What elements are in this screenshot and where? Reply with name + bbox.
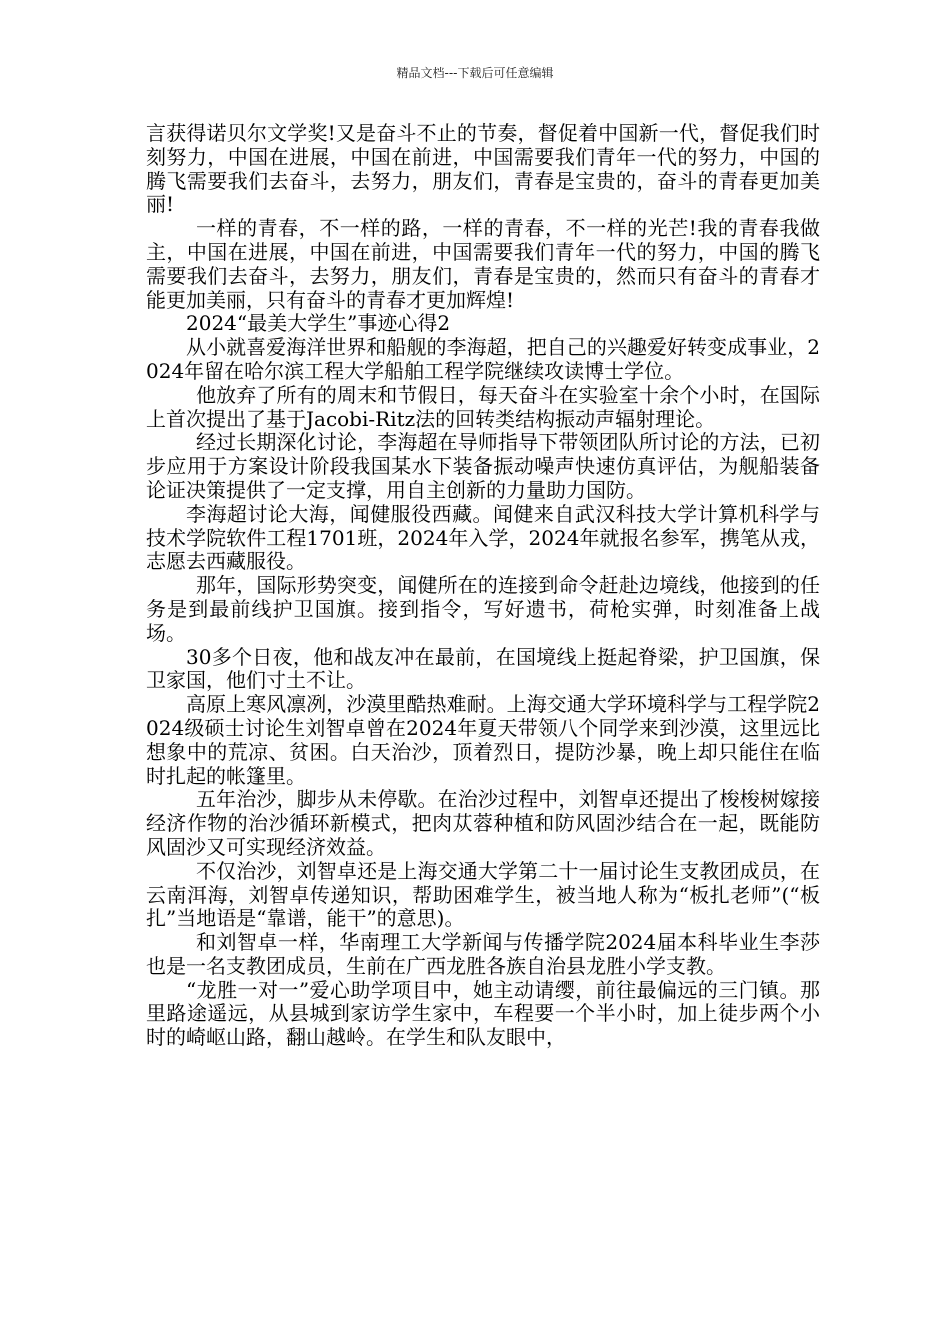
paragraph: 言获得诺贝尔文学奖!又是奋斗不止的节奏，督促着中国新一代，督促我们时刻努力，中国在进展，中国在前进，中国需要我们青年一代的努力，中国的腾飞需要我们去奋斗，去努力，朋友们，青春是宝贵的，奋斗的青春更加美丽! — [146, 121, 820, 217]
paragraph: 高原上寒风凛冽，沙漠里酷热难耐。上海交通大学环境科学与工程学院2024级硕士讨论生刘智卓曾在2024年夏天带领八个同学来到沙漠，这里远比想象中的荒凉、贫困。白天治沙，顶着烈日，提防沙暴，晚上却只能住在临时扎起的帐篷里。 — [146, 692, 820, 788]
paragraph: “龙胜一对一”爱心助学项目中，她主动请缨，前往最偏远的三门镇。那里路途遥远，从县城到家访学生家中，车程要一个半小时，加上徒步两个小时的崎岖山路，翻山越岭。在学生和队友眼中， — [146, 977, 820, 1050]
paragraph: 那年，国际形势突变，闻健所在的连接到命令赶赴边境线，他接到的任务是到最前线护卫国旗。接到指令，写好遗书，荷枪实弹，时刻准备上战场。 — [146, 573, 820, 645]
paragraph: 他放弃了所有的周末和节假日，每天奋斗在实验室十余个小时，在国际上首次提出了基于Jacobi-Ritz法的回转类结构振动声辐射理论。 — [146, 382, 820, 431]
paragraph: 一样的青春，不一样的路，一样的青春，不一样的光芒!我的青春我做主，中国在进展，中国在前进，中国需要我们青年一代的努力，中国的腾飞需要我们去奋斗，去努力，朋友们，青春是宝贵的，然而只有奋斗的青春才能更加美丽，只有奋斗的青春才更加辉煌! — [146, 216, 820, 312]
paragraph: 和刘智卓一样，华南理工大学新闻与传播学院2024届本科毕业生李莎也是一名支教团成员，生前在广西龙胜各族自治县龙胜小学支教。 — [146, 930, 820, 978]
paragraph: 不仅治沙，刘智卓还是上海交通大学第二十一届讨论生支教团成员，在云南洱海，刘智卓传递知识，帮助困难学生，被当地人称为“板扎老师”(“板扎”当地语是“靠谱，能干”的意思)。 — [146, 858, 820, 931]
paragraph: 30多个日夜，他和战友冲在最前，在国境线上挺起脊梁，护卫国旗，保卫家国，他们寸土不让。 — [146, 644, 820, 693]
page-header: 精品文档---下载后可任意编辑 — [396, 66, 554, 80]
paragraph: 经过长期深化讨论，李海超在导师指导下带领团队所讨论的方法，已初步应用于方案设计阶段我国某水下装备振动噪声快速仿真评估，为舰船装备论证决策提供了一定支撑，用自主创新的力量助力国防。 — [146, 430, 820, 502]
document-body — [146, 122, 820, 1050]
paragraph: 从小就喜爱海洋世界和船舰的李海超，把自己的兴趣爱好转变成事业，2024年留在哈尔滨工程大学船舶工程学院继续攻读博士学位。 — [146, 335, 820, 383]
section-heading: 2024“最美大学生”事迹心得2 — [186, 311, 451, 336]
paragraph: 李海超讨论大海，闻健服役西藏。闻健来自武汉科技大学计算机科学与技术学院软件工程1701班，2024年入学，2024年就报名参军，携笔从戎，志愿去西藏服役。 — [146, 501, 820, 574]
paragraph: 五年治沙，脚步从未停歇。在治沙过程中，刘智卓还提出了梭梭树嫁接经济作物的治沙循环新模式，把肉苁蓉种植和防风固沙结合在一起，既能防风固沙又可实现经济效益。 — [146, 787, 820, 859]
